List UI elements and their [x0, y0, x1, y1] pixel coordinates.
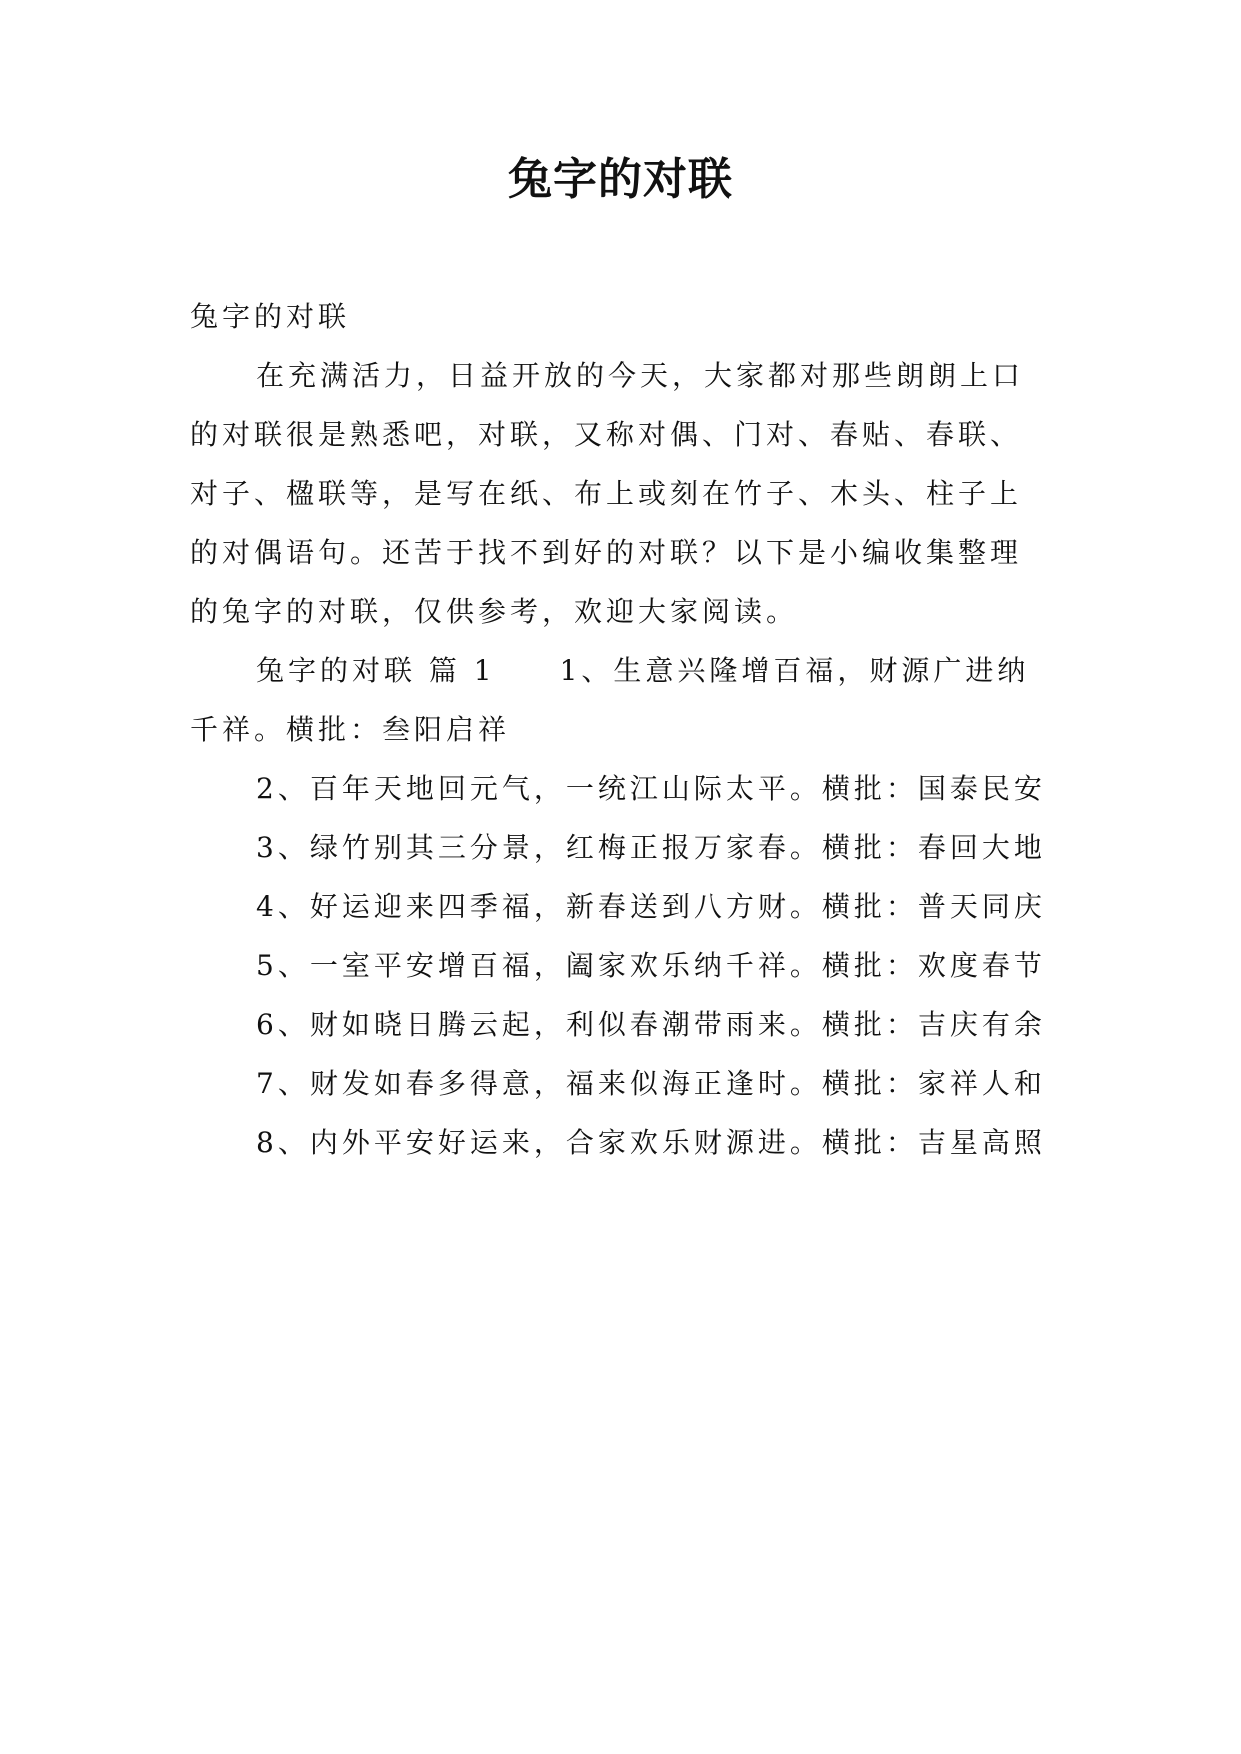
- couplet-paragraph: 5、一室平安增百福，阖家欢乐纳千祥。横批：欢度春节: [256, 949, 1046, 982]
- couplet-paragraph: 6、财如晓日腾云起，利似春潮带雨来。横批：吉庆有余: [256, 1008, 1046, 1041]
- couplet-paragraph: 8、内外平安好运来，合家欢乐财源进。横批：吉星高照: [256, 1126, 1046, 1159]
- couplet-paragraph: 2、百年天地回元气，一统江山际太平。横批：国泰民安: [256, 772, 1046, 805]
- document-body: [190, 287, 1050, 1172]
- couplet-paragraph: 7、财发如春多得意，福来似海正逢时。横批：家祥人和: [256, 1067, 1046, 1100]
- couplet-paragraph: 4、好运迎来四季福，新春送到八方财。横批：普天同庆: [256, 890, 1046, 923]
- couplet-paragraph: 3、绿竹别其三分景，红梅正报万家春。横批：春回大地: [256, 831, 1046, 864]
- document-subtitle: 兔字的对联: [190, 300, 351, 333]
- intro-paragraph: 在充满活力，日益开放的今天，大家都对那些朗朗上口的对联很是熟悉吧，对联，又称对偶、门对、春贴、春联、对子、楹联等，是写在纸、布上或刻在竹子、木头、柱子上的对偶语句。还苦于找不到好的对联？以下是小编收集整理的兔字的对联，仅供参考，欢迎大家阅读。: [190, 359, 1025, 628]
- couplet-paragraph: 兔字的对联 篇 1 1、生意兴隆增百福，财源广进纳千祥。横批：叁阳启祥: [190, 654, 1030, 746]
- page-title: 兔字的对联: [508, 154, 733, 205]
